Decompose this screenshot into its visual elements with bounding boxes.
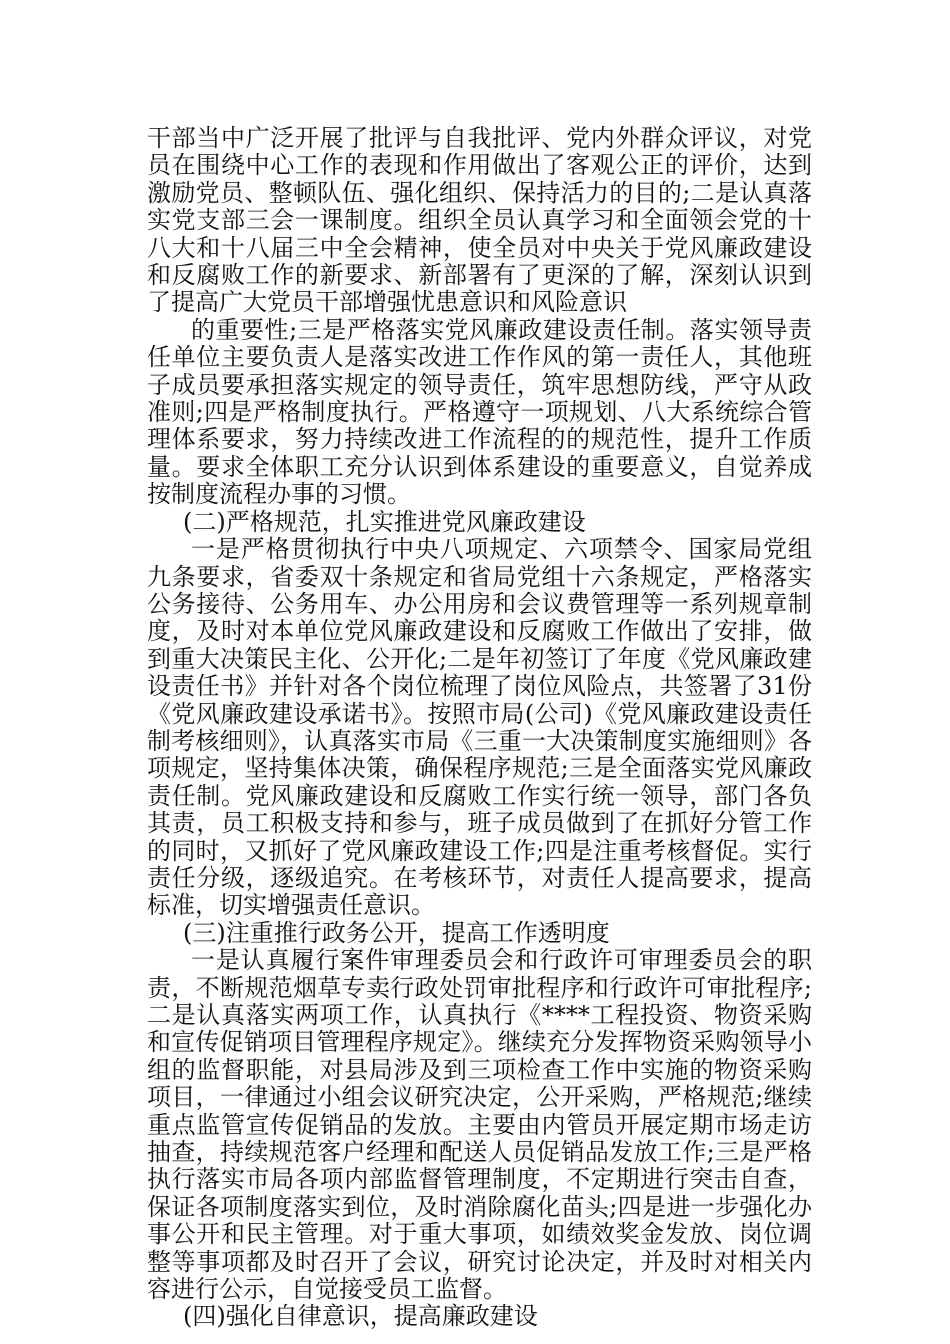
body-paragraph: 一是认真履行案件审理委员会和行政许可审理委员会的职责，不断规范烟草专卖行政处罚审批程序和行政许可审批程序;二是认真落实两项工作，认真执行《****工程投资、物资采购和宣传促销项目管理程序规定》。继续充分发挥物资采购领导小组的监督职能，对县局涉及到三项检查工作中实施的物资采购项目，一律通过小组会议研究决定，公开采购，严格规范;继续重点监管宣传促销品的发放。主要由内管员开展定期市场走访抽查，持续规范客户经理和配送人员促销品发放工作;三是严格执行落实市局各项内部监督管理制度，不定期进行突击自查，保证各项制度落实到位，及时消除腐化苗头;四是进一步强化办事公开和民主管理。对于重大事项，如绩效奖金发放、岗位调整等事项都及时召开了会议，研究讨论决定，并及时对相关内容进行公示，自觉接受员工监督。 [147,946,812,1304]
document-body [147,125,812,1331]
body-paragraph-continuation: 干部当中广泛开展了批评与自我批评、党内外群众评议，对党员在围绕中心工作的表现和作用做出了客观公正的评价，达到激励党员、整顿队伍、强化组织、保持活力的目的;二是认真落实党支部三会一课制度。组织全员认真学习和全面领会党的十八大和十八届三中全会精神，使全员对中央关于党风廉政建设和反腐败工作的新要求、新部署有了更深的了解，深刻认识到了提高广大党员干部增强忧患意识和风险意识 [147,124,812,317]
section-heading: (三)注重推行政务公开，提高工作透明度 [183,918,610,947]
section-heading: (四)强化自律意识，提高廉政建设 [183,1302,538,1331]
section-heading: (二)严格规范，扎实推进党风廉政建设 [183,507,586,536]
body-paragraph: 的重要性;三是严格落实党风廉政建设责任制。落实领导责任单位主要负责人是落实改进工作作风的第一责任人，其他班子成员要承担落实规定的领导责任，筑牢思想防线，严守从政准则;四是严格制度执行。严格遵守一项规划、八大系统综合管理体系要求，努力持续改进工作流程的的规范性，提升工作质量。要求全体职工充分认识到体系建设的重要意义，自觉养成按制度流程办事的习惯。 [147,315,812,509]
body-paragraph: 一是严格贯彻执行中央八项规定、六项禁令、国家局党组九条要求，省委双十条规定和省局党组十六条规定，严格落实公务接待、公务用车、办公用房和会议费管理等一系列规章制度，及时对本单位党风廉政建设和反腐败工作做出了安排，做到重大决策民主化、公开化;二是年初签订了年度《党风廉政建设责任书》并针对各个岗位梳理了岗位风险点，共签署了31份《党风廉政建设承诺书》。按照市局(公司)《党风廉政建设责任制考核细则》，认真落实市局《三重一大决策制度实施细则》各项规定，坚持集体决策，确保程序规范;三是全面落实党风廉政责任制。党风廉政建设和反腐败工作实行统一领导，部门各负其责，员工积极支持和参与，班子成员做到了在抓好分管工作的同时，又抓好了党风廉政建设工作;四是注重考核督促。实行责任分级，逐级追究。在考核环节，对责任人提高要求，提高标准，切实增强责任意识。 [147,535,812,920]
